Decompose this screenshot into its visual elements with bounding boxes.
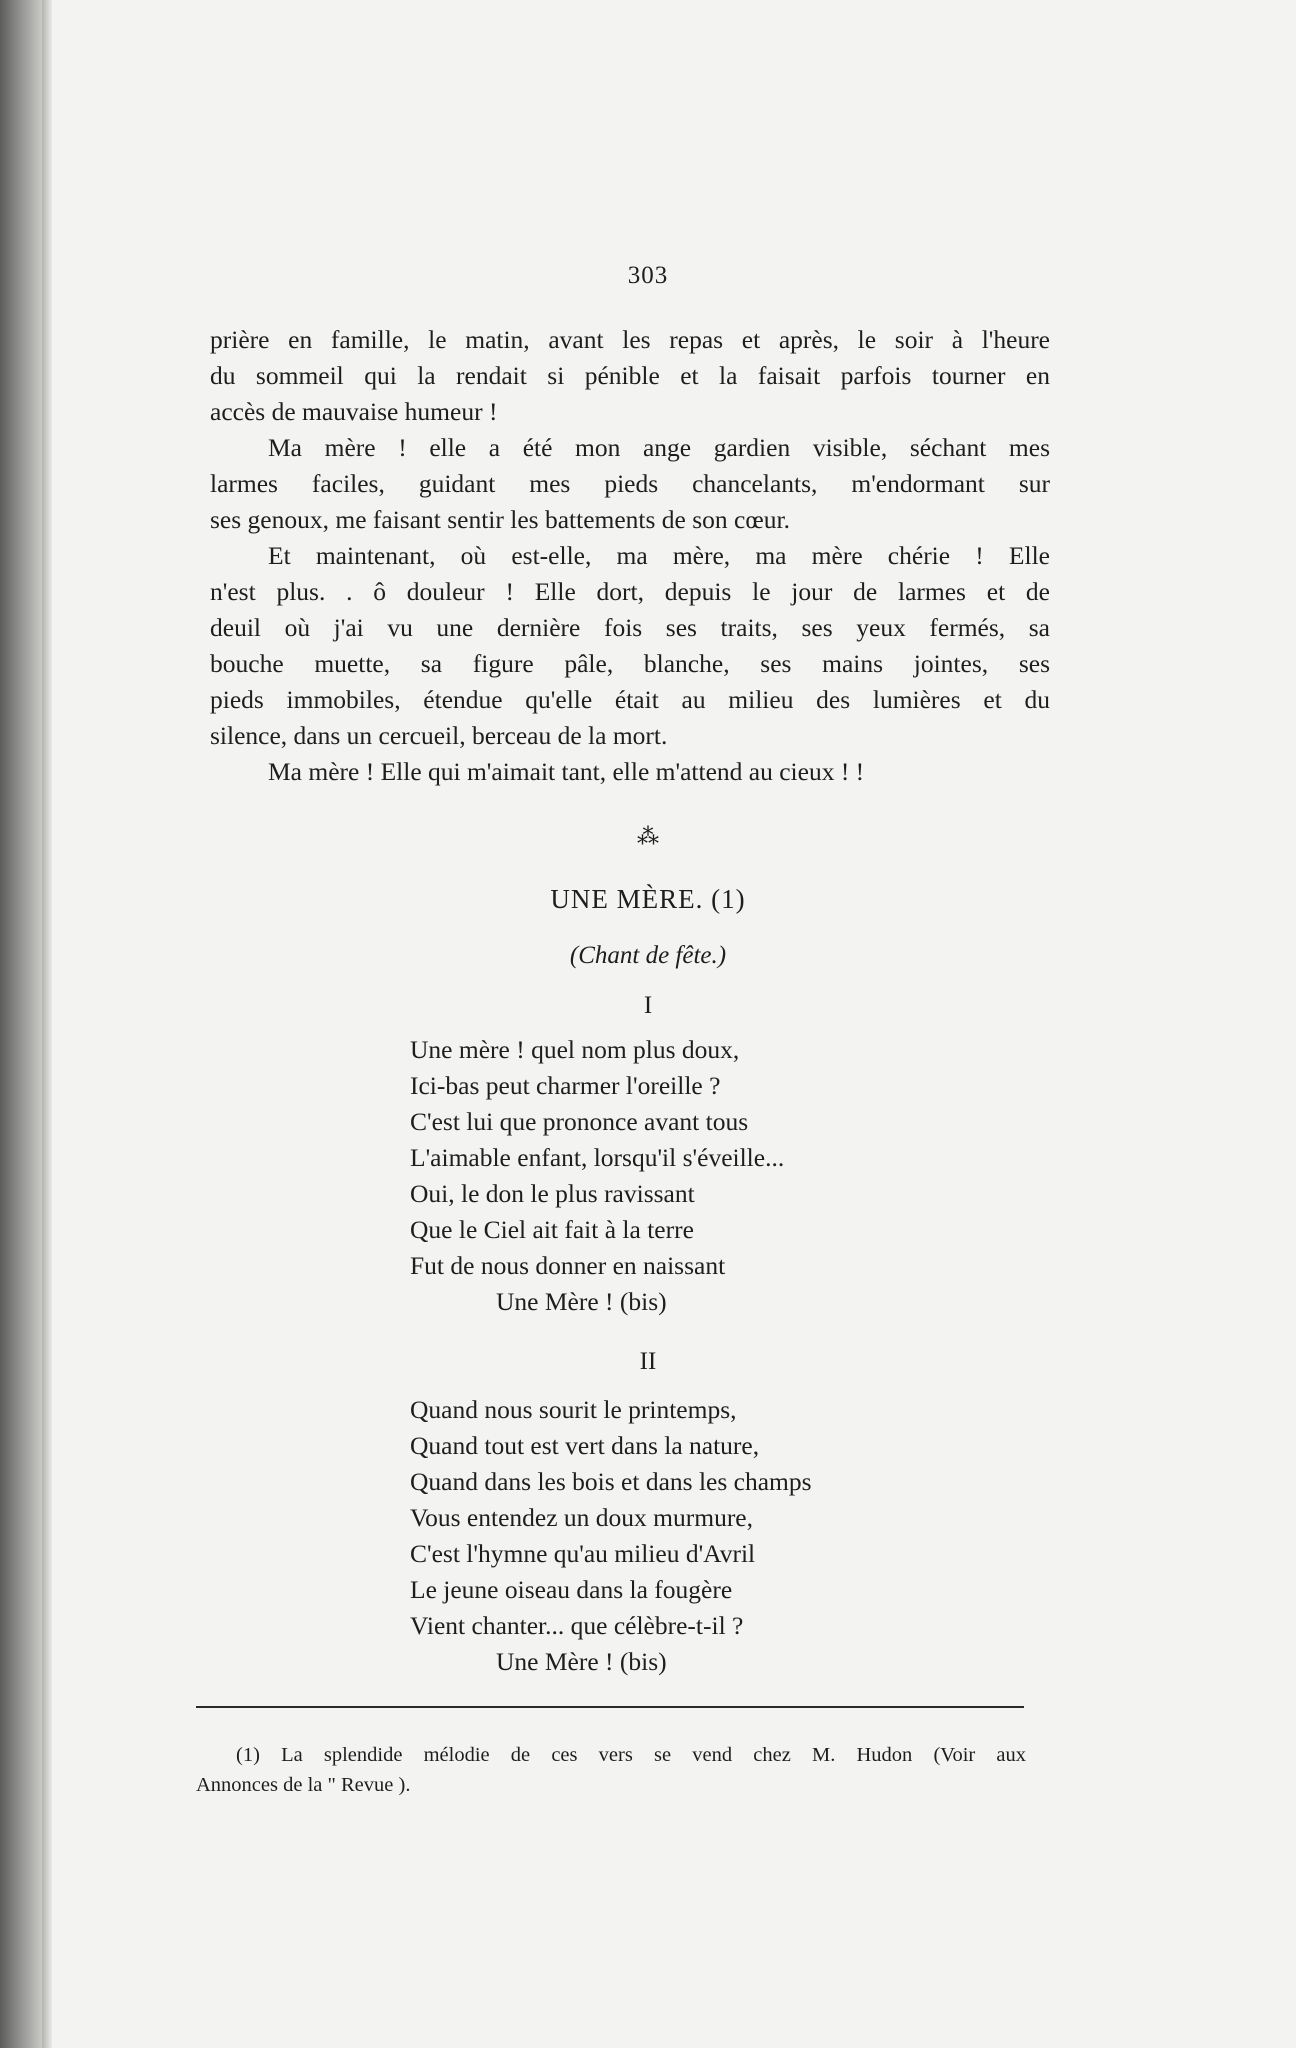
- stanza-number-1: I: [643, 992, 653, 1019]
- poem-subtitle: (Chant de fête.): [569, 942, 727, 969]
- prose-section: [210, 322, 1050, 790]
- paragraph-4: [210, 754, 1050, 790]
- paragraph-2: [210, 430, 1050, 538]
- verse-line: Le jeune oiseau dans la fougère: [410, 1575, 733, 1604]
- stanza-2: [410, 1392, 930, 1680]
- text-line: Et maintenant, où est-elle, ma mère, ma mère chérie ! Elle: [268, 541, 1050, 570]
- verse-line: Que le Ciel ait fait à la terre: [410, 1215, 694, 1244]
- stanza-number-2: II: [639, 1348, 657, 1375]
- verse-line: Quand nous sourit le printemps,: [410, 1395, 737, 1424]
- stanza-1: [410, 1032, 930, 1320]
- paragraph-1: [210, 322, 1050, 430]
- text-line: deuil où j'ai vu une dernière fois ses traits, ses yeux fermés, sa: [210, 613, 1050, 642]
- refrain-line: Une Mère ! (bis): [496, 1647, 667, 1676]
- verse-line: C'est lui que prononce avant tous: [410, 1107, 749, 1136]
- book-gutter: [42, 0, 52, 2048]
- verse-line: Oui, le don le plus ravissant: [410, 1179, 695, 1208]
- text-line: prière en famille, le matin, avant les repas et après, le soir à l'heure: [210, 325, 1050, 354]
- verse-line: Vient chanter... que célèbre-t-il ?: [410, 1611, 744, 1640]
- text-line: ses genoux, me faisant sentir les battements de son cœur.: [210, 505, 790, 534]
- book-spine-shadow: [0, 0, 42, 2048]
- verse-line: Une mère ! quel nom plus doux,: [410, 1035, 740, 1064]
- verse-line: Quand dans les bois et dans les champs: [410, 1467, 812, 1496]
- verse-line: C'est l'hymne qu'au milieu d'Avril: [410, 1539, 756, 1568]
- text-line: larmes faciles, guidant mes pieds chancelants, m'endormant sur: [210, 469, 1050, 498]
- asterism-separator: ⁂: [637, 824, 659, 849]
- verse-line: Fut de nous donner en naissant: [410, 1251, 726, 1280]
- page-number: 303: [627, 262, 669, 289]
- footnote-divider: [196, 1706, 1024, 1708]
- verse-line: L'aimable enfant, lorsqu'il s'éveille...: [410, 1143, 785, 1172]
- paragraph-3: [210, 538, 1050, 754]
- verse-line: Ici-bas peut charmer l'oreille ?: [410, 1071, 721, 1100]
- text-line: silence, dans un cercueil, berceau de la mort.: [210, 721, 668, 750]
- footnote-line: (1) La splendide mélodie de ces vers se vend chez M. Hudon (Voir aux: [236, 1744, 1026, 1766]
- footnote-line: Annonces de la " Revue ).: [196, 1774, 411, 1796]
- text-line: Ma mère ! Elle qui m'aimait tant, elle m'attend au cieux ! !: [268, 757, 865, 786]
- refrain-line: Une Mère ! (bis): [496, 1287, 667, 1316]
- footnote: [196, 1740, 1026, 1800]
- text-line: pieds immobiles, étendue qu'elle était au milieu des lumières et du: [210, 685, 1050, 714]
- text-line: n'est plus. . ô douleur ! Elle dort, depuis le jour de larmes et de: [210, 577, 1050, 606]
- text-line: Ma mère ! elle a été mon ange gardien visible, séchant mes: [268, 433, 1050, 462]
- text-line: du sommeil qui la rendait si pénible et la faisait parfois tourner en: [210, 361, 1050, 390]
- verse-line: Quand tout est vert dans la nature,: [410, 1431, 760, 1460]
- verse-line: Vous entendez un doux murmure,: [410, 1503, 754, 1532]
- text-line: bouche muette, sa figure pâle, blanche, ses mains jointes, ses: [210, 649, 1050, 678]
- text-line: accès de mauvaise humeur !: [210, 397, 498, 426]
- poem-title: UNE MÈRE. (1): [550, 884, 746, 914]
